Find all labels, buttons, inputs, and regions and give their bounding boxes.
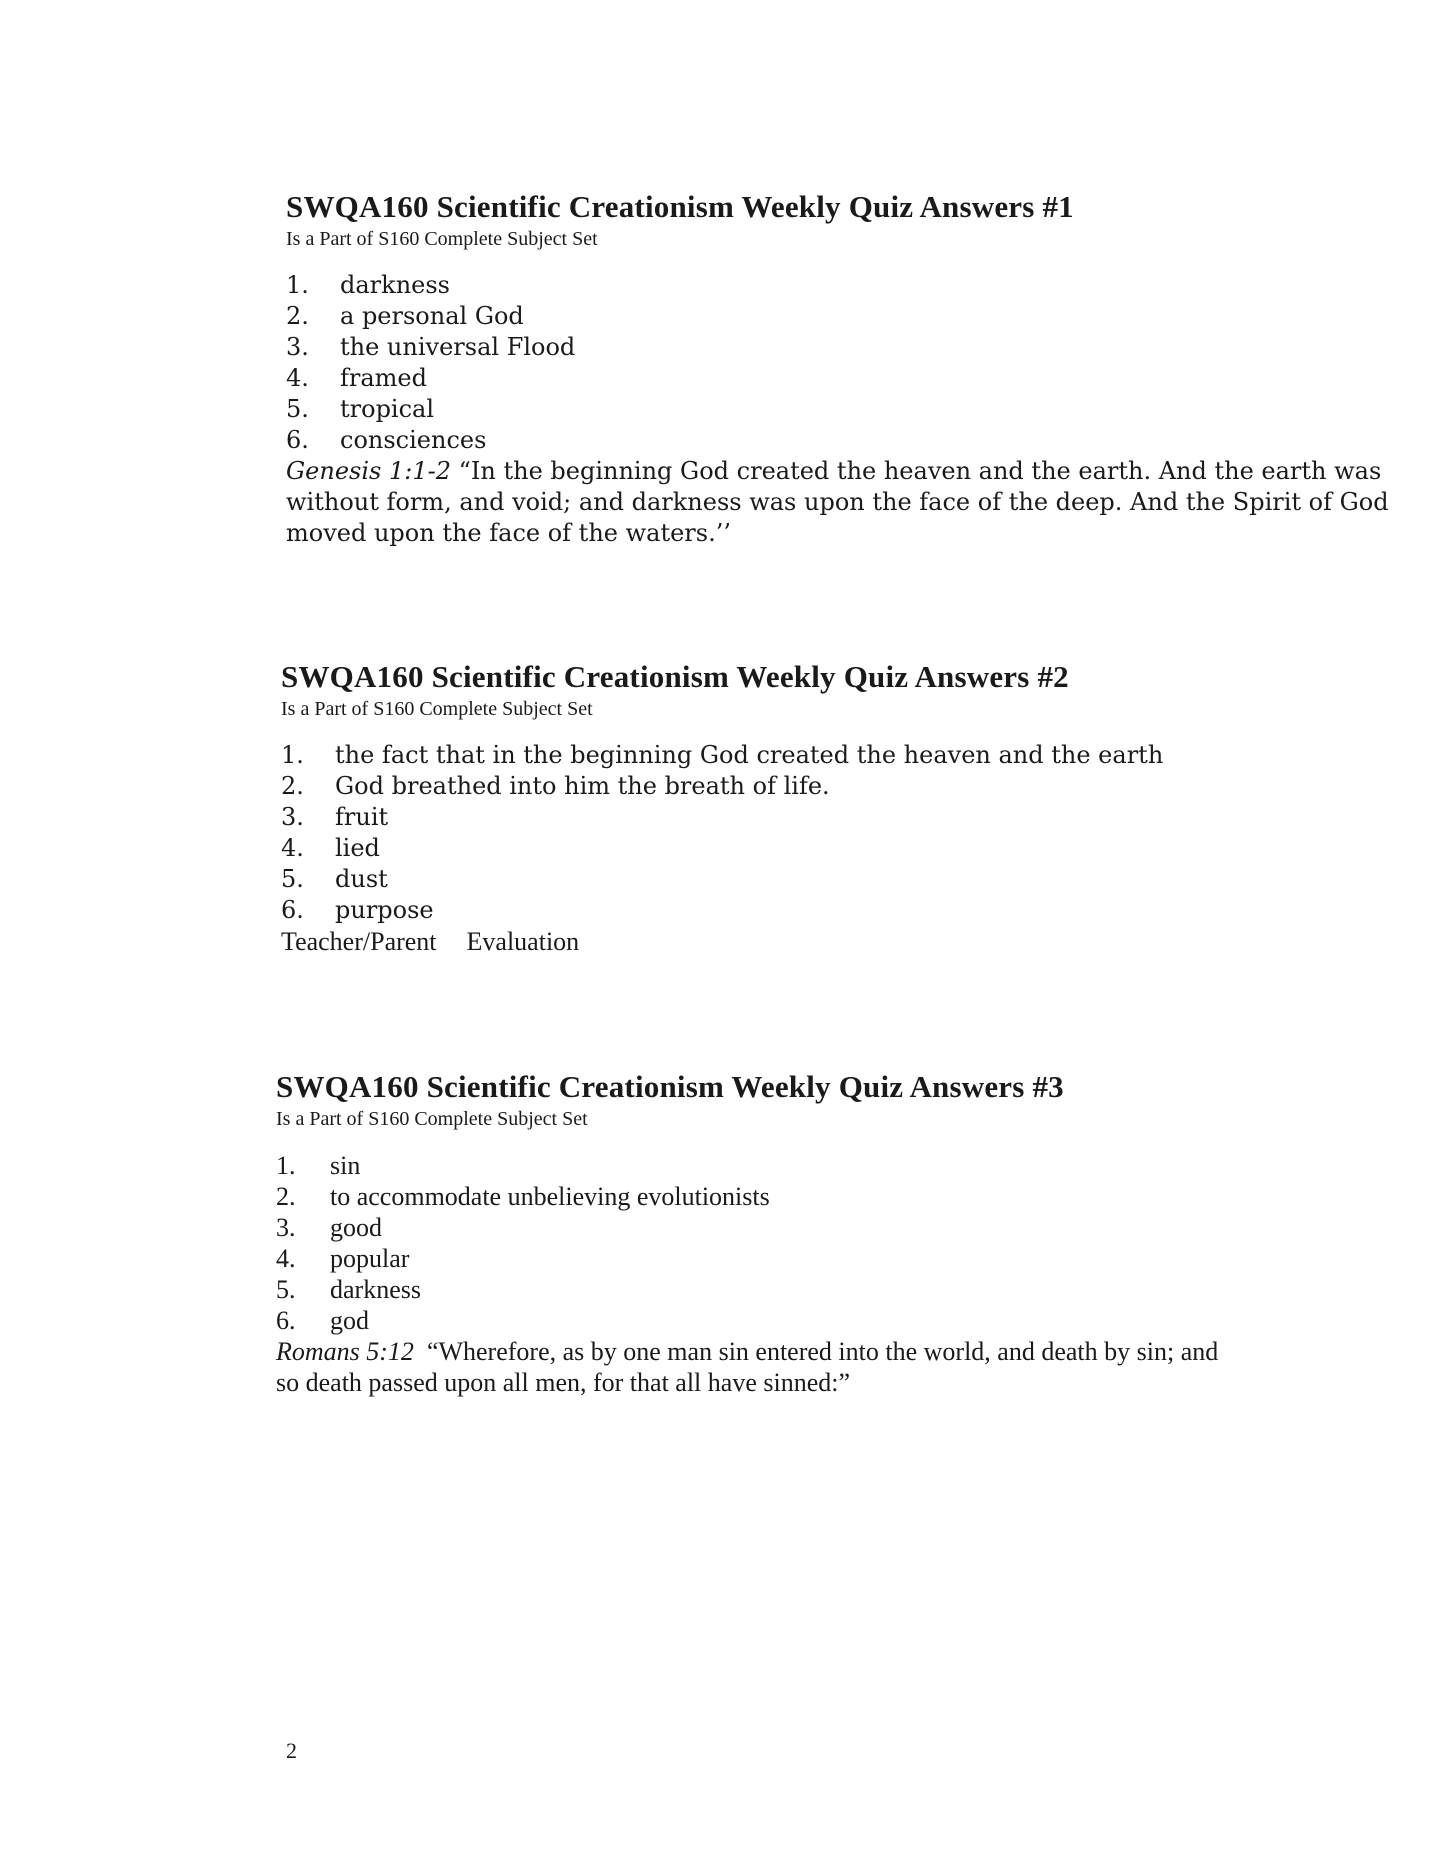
answer-number: 2. bbox=[281, 772, 304, 800]
answer-text: the fact that in the beginning God created the heaven and the earth bbox=[335, 741, 1164, 769]
answer-item bbox=[286, 332, 1436, 363]
answer-number: 4. bbox=[276, 1244, 296, 1273]
evaluation-line bbox=[281, 926, 1431, 957]
answer-list bbox=[276, 1150, 1426, 1336]
answer-text: god bbox=[330, 1306, 369, 1335]
answer-text: sin bbox=[330, 1151, 361, 1180]
answer-item bbox=[286, 270, 1436, 301]
answer-list bbox=[286, 270, 1436, 456]
answer-number: 4. bbox=[281, 834, 304, 862]
answer-item bbox=[286, 394, 1436, 425]
answer-text: framed bbox=[340, 364, 427, 392]
answer-text: fruit bbox=[335, 803, 389, 831]
answer-text: darkness bbox=[340, 271, 450, 299]
answer-number: 3. bbox=[281, 803, 304, 831]
answer-item bbox=[281, 864, 1431, 895]
answer-text: a personal God bbox=[340, 302, 524, 330]
answer-number: 6. bbox=[286, 426, 309, 454]
quiz-title: SWQA160 Scientific Creationism Weekly Quiz Answers #1 bbox=[286, 189, 1074, 224]
answer-number: 1. bbox=[281, 741, 304, 769]
answer-number: 4. bbox=[286, 364, 309, 392]
answer-number: 6. bbox=[276, 1306, 296, 1335]
quiz-section-2 bbox=[281, 658, 1431, 957]
answer-number: 2. bbox=[286, 302, 309, 330]
quiz-subtitle: Is a Part of S160 Complete Subject Set bbox=[276, 1108, 588, 1130]
answer-number: 3. bbox=[286, 333, 309, 361]
answer-number: 1. bbox=[286, 271, 309, 299]
answer-item bbox=[281, 802, 1431, 833]
answer-item bbox=[276, 1181, 1426, 1212]
scripture-reference: Romans 5:12 bbox=[276, 1337, 414, 1366]
answer-text: consciences bbox=[340, 426, 487, 454]
answer-text: dust bbox=[335, 865, 388, 893]
answer-number: 1. bbox=[276, 1151, 296, 1180]
answer-text: tropical bbox=[340, 395, 435, 423]
scripture-quote bbox=[286, 456, 1436, 549]
answer-number: 5. bbox=[281, 865, 304, 893]
answer-item bbox=[276, 1274, 1426, 1305]
answer-text: the universal Flood bbox=[340, 333, 576, 361]
answer-number: 6. bbox=[281, 896, 304, 924]
page-number: 2 bbox=[286, 1738, 297, 1763]
scripture-text: “In the beginning God created the heaven and the earth. And the earth was without form, and void; and darkness was upon the face of the deep. And the Spirit of God moved upon the face of the waters.’’ bbox=[286, 457, 1389, 547]
answer-number: 3. bbox=[276, 1213, 296, 1242]
answer-number: 2. bbox=[276, 1182, 296, 1211]
answer-number: 5. bbox=[276, 1275, 296, 1304]
answer-list bbox=[281, 740, 1431, 926]
quiz-subtitle: Is a Part of S160 Complete Subject Set bbox=[286, 228, 598, 250]
quiz-section-1 bbox=[286, 188, 1436, 549]
scripture-reference: Genesis 1:1-2 bbox=[286, 457, 451, 485]
quiz-subtitle: Is a Part of S160 Complete Subject Set bbox=[281, 698, 593, 720]
scripture-quote bbox=[276, 1336, 1236, 1398]
answer-item bbox=[286, 425, 1436, 456]
evaluation-text: Evaluation bbox=[466, 927, 580, 956]
answer-item bbox=[286, 301, 1436, 332]
answer-text: lied bbox=[335, 834, 380, 862]
answer-item bbox=[276, 1305, 1426, 1336]
answer-text: to accommodate unbelieving evolutionists bbox=[330, 1182, 770, 1211]
answer-text: good bbox=[330, 1213, 382, 1242]
answer-item bbox=[281, 771, 1431, 802]
answer-text: God breathed into him the breath of life. bbox=[335, 772, 830, 800]
scripture-text: “Wherefore, as by one man sin entered into the world, and death by sin; and so death passed upon all men, for that all have sinned:” bbox=[276, 1337, 1219, 1397]
evaluation-label: Teacher/Parent bbox=[281, 927, 437, 956]
answer-text: purpose bbox=[335, 896, 434, 924]
answer-text: darkness bbox=[330, 1275, 421, 1304]
answer-item bbox=[276, 1212, 1426, 1243]
answer-text: popular bbox=[330, 1244, 410, 1273]
answer-number: 5. bbox=[286, 395, 309, 423]
answer-item bbox=[286, 363, 1436, 394]
answer-item bbox=[276, 1150, 1426, 1181]
answer-item bbox=[281, 740, 1431, 771]
quiz-section-3 bbox=[276, 1068, 1426, 1398]
answer-item bbox=[281, 895, 1431, 926]
quiz-title: SWQA160 Scientific Creationism Weekly Quiz Answers #2 bbox=[281, 659, 1069, 694]
quiz-title: SWQA160 Scientific Creationism Weekly Quiz Answers #3 bbox=[276, 1069, 1064, 1104]
answer-item bbox=[276, 1243, 1426, 1274]
answer-item bbox=[281, 833, 1431, 864]
